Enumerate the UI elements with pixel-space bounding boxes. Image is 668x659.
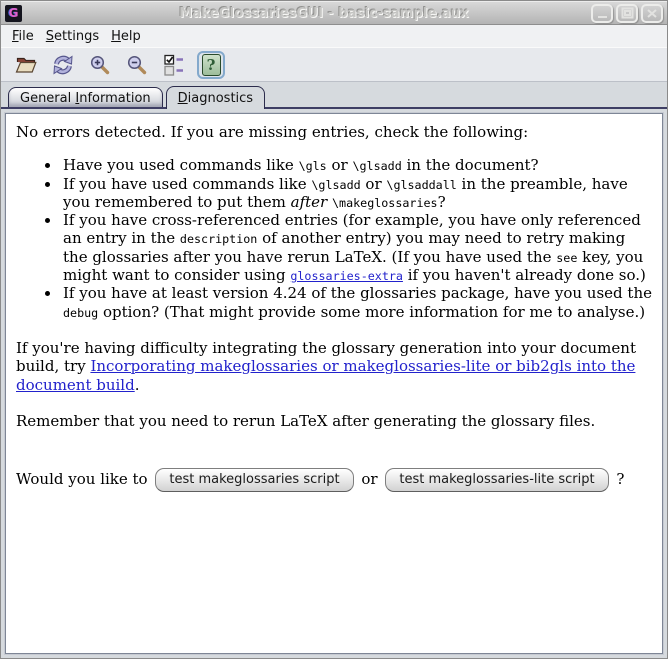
text-segment: if you haven't already done so.) [402, 266, 646, 285]
test-makeglossaries-lite-button[interactable]: test makeglossaries-lite script [385, 468, 608, 492]
inline-link[interactable]: Incorporating makeglossaries or makeglossaries-lite or bib2gls into the document build [16, 357, 636, 394]
text-segment: option? (That might provide some more information for me to analyse.) [98, 302, 646, 321]
tab-general-information[interactable]: General Information [8, 87, 163, 107]
text-segment: ? [437, 192, 446, 211]
diagnostics-panel [5, 113, 663, 654]
minimize-icon [596, 8, 609, 19]
text-segment: If you have at least version 4.24 of the glossaries package, have you used the [63, 284, 652, 303]
close-button[interactable] [641, 4, 663, 23]
help-icon: ? [202, 54, 221, 76]
rerun-paragraph [16, 412, 652, 430]
checklist [16, 156, 652, 321]
zoom-out-icon [125, 53, 149, 77]
text-segment: description [179, 232, 258, 247]
reload-icon [51, 53, 75, 77]
text-segment: No errors detected. If you are missing entries, check the following: [16, 123, 529, 141]
text-segment: Remember that you need to rerun LaTeX after generating the glossary files. [16, 411, 596, 430]
question-pre-text: Would you like to [16, 470, 153, 489]
tab-content-area [1, 109, 667, 658]
menu-help[interactable]: Help [111, 28, 141, 44]
zoom-in-button[interactable] [86, 51, 114, 79]
minimize-button[interactable] [591, 4, 613, 23]
text-segment: of another entry) you may need to retry making the glossaries after you have rerun LaTeX. (If you have used the [63, 229, 626, 266]
menu-settings[interactable]: Settings [45, 28, 100, 44]
app-icon: G [5, 5, 22, 22]
text-segment: \glsadd [352, 159, 402, 174]
title-bar[interactable] [1, 1, 667, 25]
diagnostics-help-button[interactable] [197, 51, 225, 79]
tab-diagnostics[interactable]: Diagnostics [166, 86, 265, 109]
open-file-button[interactable] [12, 51, 40, 79]
question-post-text: ? [616, 470, 625, 489]
window-controls [591, 4, 663, 23]
question-row [16, 468, 652, 492]
text-segment: in the document? [401, 156, 539, 175]
list-item [61, 211, 652, 284]
window-title: MakeGlossariesGUI - basic-sample.aux [179, 5, 469, 21]
list-item [61, 284, 652, 321]
text-segment: \glsadd [311, 177, 361, 192]
reload-button[interactable] [49, 51, 77, 79]
intro-text [16, 123, 652, 141]
integrate-paragraph [16, 339, 652, 394]
text-segment: . [134, 375, 140, 394]
zoom-out-button[interactable] [123, 51, 151, 79]
text-segment: after [290, 192, 328, 211]
menu-file[interactable]: File [12, 28, 34, 44]
text-segment: If you have cross-referenced entries (for example, you have only referenced an entry in the [63, 211, 641, 248]
list-item [61, 175, 652, 212]
text-segment: in the preamble, have you remembered to put them [63, 174, 628, 211]
tab-bar [1, 82, 667, 109]
text-segment: If you have used commands like [63, 174, 312, 193]
toolbar [1, 47, 667, 82]
open-folder-icon [14, 53, 38, 77]
text-segment: debug [63, 305, 99, 320]
text-segment: \glsaddall [386, 177, 457, 192]
maximize-button[interactable] [616, 4, 638, 23]
text-segment: or [360, 174, 387, 193]
text-segment: \gls [298, 159, 327, 174]
text-segment: see [556, 250, 578, 265]
text-segment: \makeglossaries [332, 195, 438, 210]
list-item [61, 156, 652, 174]
text-segment: or [326, 156, 353, 175]
text-segment: Have you used commands like [63, 156, 299, 175]
question-mid-text: or [361, 470, 383, 489]
select-entries-button[interactable] [160, 51, 188, 79]
text-segment: If you're having difficulty integrating the glossary generation into your document build, try [16, 338, 636, 376]
text-segment: key, you might want to consider using [63, 247, 644, 285]
zoom-in-icon [88, 53, 112, 77]
menu-bar [1, 25, 667, 47]
maximize-icon [621, 7, 634, 19]
entries-checklist-icon [162, 53, 186, 77]
close-icon [646, 8, 658, 19]
test-makeglossaries-button[interactable]: test makeglossaries script [155, 468, 353, 492]
inline-link[interactable]: glossaries-extra [290, 269, 403, 284]
